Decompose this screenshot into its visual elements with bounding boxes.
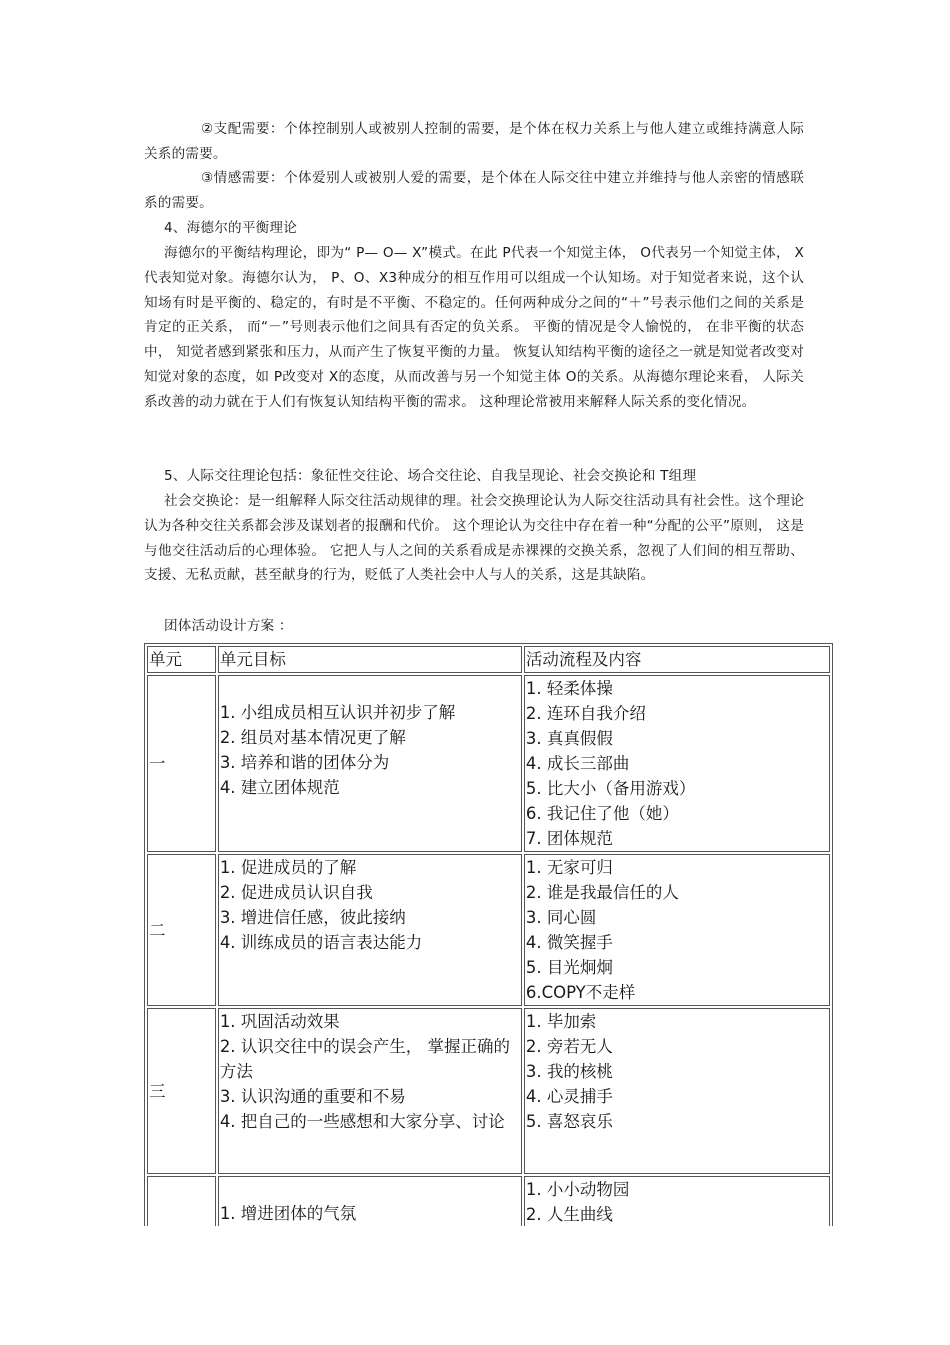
goal-item: 2. 认识交往中的误会产生， 掌握正确的方法 [219,1037,511,1081]
activities-cell [524,1008,830,1174]
table-header-row [147,646,830,673]
goal-item: 3. 认识沟通的重要和不易 [219,1087,406,1106]
unit-cell: 一 [147,675,216,852]
header-unit: 单元 [147,646,216,673]
activity-item: 6. 我记住了他（她） [525,804,679,823]
activity-item: 3. 我的核桃 [525,1062,613,1081]
page-bottom-blank [0,1226,950,1345]
goal-item: 1. 巩固活动效果 [219,1012,340,1031]
activity-plan-table [144,643,833,1231]
goal-item: 2. 促进成员认识自我 [219,883,373,902]
goal-item: 1. 小组成员相互认识并初步了解 [219,703,456,722]
activities-cell [524,1176,830,1228]
activity-item: 2. 谁是我最信任的人 [525,883,679,902]
activity-item: 1. 小小动物园 [525,1180,630,1199]
activity-item: 7. 团体规范 [525,829,613,848]
heading-interaction-theories: 5、人际交往理论包括：象征性交往论、场合交往论、自我呈现论、社会交换论和 T组理 [164,468,697,484]
table-row [147,854,830,1006]
activities-cell [524,675,830,852]
goal-item: 3. 培养和谐的团体分为 [219,753,390,772]
goal-item: 1. 促进成员的了解 [219,858,357,877]
activity-item: 6.COPY不走样 [525,983,636,1002]
goal-item: 2. 组员对基本情况更了解 [219,728,406,747]
table-caption: 团体活动设计方案 ： [164,618,293,634]
activity-item: 3. 真真假假 [525,729,613,748]
goals-cell [218,1008,522,1174]
unit-cell: 三 [147,1008,216,1174]
activity-item: 2. 连环自我介绍 [525,704,646,723]
header-activity-flow: 活动流程及内容 [524,646,830,673]
goal-item: 4. 训练成员的语言表达能力 [219,933,423,952]
activity-item: 1. 毕加索 [525,1012,597,1031]
header-unit-goal: 单元目标 [218,646,522,673]
paragraph-dominance-need: ②支配需要：个体控制别人或被别人控制的需要，是个体在权力关系上与他人建立或维持满意人际关系的需要。 [144,121,804,162]
activities-cell [524,854,830,1006]
goals-cell [218,1176,522,1228]
paragraph-affection-need: ③情感需要：个体爱别人或被别人爱的需要，是个体在人际交往中建立并维持与他人亲密的情感联系的需要。 [144,170,804,211]
goals-cell [218,854,522,1006]
activity-item: 3. 同心圆 [525,908,597,927]
table-row [147,675,830,852]
activity-item: 1. 轻柔体操 [525,679,613,698]
goal-item: 1. 增进团体的气氛 [219,1204,357,1223]
table-row [147,1176,830,1228]
unit-cell: 二 [147,854,216,1006]
paragraph-social-exchange: 社会交换论：是一组解释人际交往活动规律的理。社会交换理论认为人际交往活动具有社会性。这个理论认为各种交往关系都会涉及谋划者的报酬和代价。 这个理论认为交往中存在着一种“分配的公平”原则， 这是与他交往活动后的心理体验。 它把人与人之间的关系看成是赤裸裸的交换关系，忽视了人们间的相互帮助、支援、无私贡献，甚至献身的行为，贬低了人类社会中人与人的关系，这是其缺陷。 [144,493,804,584]
paragraph-heider-theory: 海德尔的平衡结构理论，即为“ P— O— X”模式。在此 P代表一个知觉主体， O代表另一个知觉主体， X代表知觉对象。海德尔认为， P、O、X3种成分的相互作用可以组成一个认知场。对于知觉者来说，这个认知场有时是平衡的、稳定的，有时是不平衡、不稳定的。任何两种成分之间的“＋”号表示他们之间的关系是肯定的正关系， 而“－”号则表示他们之间具有否定的负关系。 平衡的情况是令人愉悦的， 在非平衡的状态中， 知觉者感到紧张和压力，从而产生了恢复平衡的力量。 恢复认知结构平衡的途径之一就是知觉者改变对知觉对象的态度，如 P改变对 X的态度，从而改善与另一个知觉主体 O的关系。从海德尔理论来看， 人际关系改善的动力就在于人们有恢复认知结构平衡的需求。 这种理论常被用来解释人际关系的变化情况。 [144,245,804,410]
goal-item: 4. 建立团体规范 [219,778,340,797]
table-row [147,1008,830,1174]
activity-item: 4. 微笑握手 [525,933,613,952]
activity-item: 5. 比大小（备用游戏） [525,779,696,798]
activity-item: 4. 成长三部曲 [525,754,630,773]
unit-cell [147,1176,216,1228]
activity-item: 2. 旁若无人 [525,1037,613,1056]
goal-item: 3. 增进信任感，彼此接纳 [219,908,406,927]
activity-item: 5. 目光炯炯 [525,958,613,977]
goals-cell [218,675,522,852]
goal-item: 4. 把自己的一些感想和大家分享、讨论 [219,1112,505,1131]
activity-item: 4. 心灵捕手 [525,1087,613,1106]
activity-item: 5. 喜怒哀乐 [525,1112,613,1131]
heading-heider-theory: 4、海德尔的平衡理论 [164,220,297,236]
activity-item: 1. 无家可归 [525,858,613,877]
activity-item: 2. 人生曲线 [525,1205,613,1224]
